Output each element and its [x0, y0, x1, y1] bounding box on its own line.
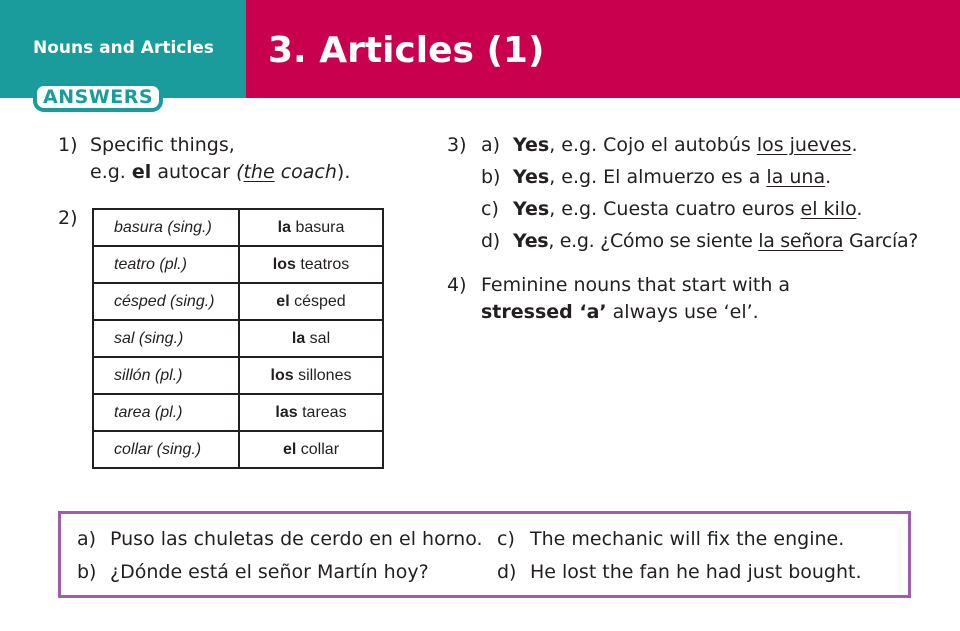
q3-item-b: b) Yes, e.g. El almuerzo es a la una. — [481, 166, 832, 188]
q1-number: 1) — [58, 134, 78, 156]
noun-cell: collar (sing.) — [93, 431, 239, 468]
section-label: Nouns and Articles — [33, 38, 214, 58]
translation-item-b: b) ¿Dónde está el señor Martín hoy? — [77, 561, 429, 583]
translation-item-a: a) Puso las chuletas de cerdo en el horno. — [77, 528, 483, 550]
q3-item-c: c) Yes, e.g. Cuesta cuatro euros el kilo. — [481, 198, 863, 220]
table-row — [93, 394, 383, 431]
noun-cell: basura (sing.) — [93, 209, 239, 246]
page-title: 3. Articles (1) — [268, 30, 545, 71]
table-row — [93, 320, 383, 357]
q3-number: 3) — [447, 134, 467, 156]
articles-table — [92, 208, 384, 469]
answer-cell: la basura — [239, 209, 383, 246]
translation-box — [58, 511, 911, 598]
q4-line2: stressed ‘a’ always use ‘el’. — [481, 301, 759, 323]
q1-example: e.g. el autocar (the coach). — [90, 161, 351, 183]
answer-cell: el collar — [239, 431, 383, 468]
answers-badge: ANSWERS — [33, 82, 163, 112]
table-row — [93, 209, 383, 246]
table-row — [93, 283, 383, 320]
q1-line1: Specific things, — [90, 134, 235, 156]
table-row — [93, 431, 383, 468]
answer-cell: las tareas — [239, 394, 383, 431]
answer-cell: el césped — [239, 283, 383, 320]
q1-article: el — [131, 161, 152, 183]
table-row — [93, 246, 383, 283]
noun-cell: sal (sing.) — [93, 320, 239, 357]
noun-cell: césped (sing.) — [93, 283, 239, 320]
answer-cell: la sal — [239, 320, 383, 357]
q2-number: 2) — [58, 207, 78, 229]
translation-item-c: c) The mechanic will fix the engine. — [497, 528, 845, 550]
answer-cell: los teatros — [239, 246, 383, 283]
q3-item-d: d) Yes, e.g. ¿Cómo se siente la señora García? — [481, 230, 919, 252]
q4-line1: Feminine nouns that start with a — [481, 274, 791, 296]
noun-cell: sillón (pl.) — [93, 357, 239, 394]
table-row — [93, 357, 383, 394]
noun-cell: tarea (pl.) — [93, 394, 239, 431]
answer-cell: los sillones — [239, 357, 383, 394]
q4-number: 4) — [447, 274, 467, 296]
translation-item-d: d) He lost the fan he had just bought. — [497, 561, 862, 583]
noun-cell: teatro (pl.) — [93, 246, 239, 283]
q3-item-a: a) Yes, e.g. Cojo el autobús los jueves. — [481, 134, 858, 156]
